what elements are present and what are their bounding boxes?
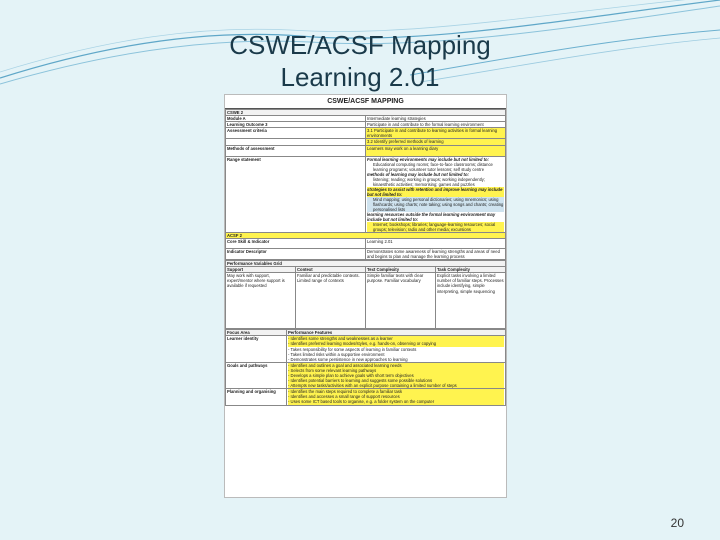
row-value: Learners may work on a learning diary (366, 145, 506, 156)
range-subhead: strategies to assist with retention and improve learning may include but not limited to: (367, 186, 503, 197)
page-number: 20 (670, 516, 684, 530)
feature-item: - Identifies potential barriers to learning and suggests some possible solutions (288, 378, 504, 383)
focus-area-features (287, 336, 506, 362)
feature-item: - Identifies preferred learning modes/styles, e.g. hands-on, observing or copying (288, 341, 504, 346)
document-heading: CSWE/ACSF MAPPING (225, 95, 506, 109)
focus-area-table (225, 329, 506, 405)
feature-item: - Uses some ICT based tools to organise, e.g. a folder system on the computer (288, 399, 504, 404)
row-label: Assessment criteria (226, 128, 366, 139)
feature-item: - Identifies and accesses a small range of support resources (288, 394, 504, 399)
slide-title-line-1: CSWE/ACSF Mapping (229, 30, 491, 60)
row-value: Learning 2.01 (366, 238, 506, 248)
focus-area-label: Learner identity (226, 336, 287, 362)
feature-item: - Identifies the main steps required to complete a familiar task (288, 389, 504, 394)
row-label: Indicator Descriptor (226, 248, 366, 259)
feature-item: - Identifies and outlines a goal and associated learning needs (288, 363, 504, 368)
slide-title-line-2: Learning 2.01 (280, 62, 440, 92)
range-subhead: learning resources outside the formal learning environment may include but not limited to: (367, 211, 496, 222)
feature-item: - Selects from some relevant learning pathways (288, 368, 504, 373)
row-label: Learning Outcome 3 (226, 122, 366, 128)
range-bullet: Internet; bookshops; libraries; language-learning resources; social groups; television; radio and other media; excursions (367, 222, 504, 232)
focus-area-heading: Focus Area (226, 330, 287, 336)
range-bullet: listening; reading; working in groups; working independently; kinaesthetic activities; memorising; games and puzzles (373, 176, 485, 187)
pvg-cell: May work with support, expert/mentor where support is available if requested (226, 273, 296, 329)
feature-item: - Takes responsibility for some aspects of learning in familiar contexts (288, 346, 417, 352)
row-label: Methods of assessment (226, 145, 366, 156)
pvg-cell: Explicit tasks involving a limited number of familiar steps. Processes include identifying, simple interpreting, simple sequencing (436, 273, 506, 329)
row-value: Demonstrates some awareness of learning strengths and areas of need and begins to plan and manage the learning process (366, 248, 506, 259)
performance-variables-grid (225, 260, 506, 329)
row-label: Core Skill & Indicator (226, 238, 366, 248)
feature-item: - Demonstrates some persistence in new approaches to learning (288, 356, 408, 362)
pvg-cell: Simple familiar texts with clear purpose. Familiar vocabulary (366, 273, 436, 329)
row-value: Intermediate learning strategies (366, 116, 506, 122)
row-value: 3.1 Participate in and contribute to learning activities in formal learning environments (366, 128, 506, 139)
acsf-section-label: ACSF 2 (226, 232, 506, 238)
range-bullet: Mind mapping; using personal dictionaries; using mnemonics; using flashcards; using charts; note taking; using songs and chants; creating personalised lists (367, 197, 504, 212)
pvg-column-header: Context (296, 267, 366, 273)
pvg-column-header: Support (226, 267, 296, 273)
row-value: Participate in and contribute to the formal learning environment (366, 122, 506, 128)
row-label: Range statement (226, 156, 366, 232)
pvg-heading: Performance Variables Grid (226, 261, 506, 267)
mapping-document-image (224, 94, 507, 498)
feature-item: - Attempts new tasks/activities with an explicit purpose containing a limited number of steps (288, 383, 504, 388)
focus-area-label: Planning and organising (226, 389, 287, 405)
range-bullet: Educational computing rooms; face-to-face classrooms; distance learning programs; volunteer tutor lessons; self study centre (373, 161, 493, 172)
pvg-column-header: Task Complexity (436, 267, 506, 273)
cswe-section-label: CSWE 2 (226, 110, 506, 116)
row-label: Module A (226, 116, 366, 122)
cswe-table (225, 109, 506, 260)
feature-item: - Identifies some strengths and weaknesses as a learner (288, 336, 504, 341)
pvg-cell: Familiar and predictable contexts. Limited range of contexts (296, 273, 366, 329)
performance-features-heading: Performance Features (287, 330, 506, 336)
range-subhead: methods of learning may include but not limited to: (367, 171, 469, 177)
feature-item: - Takes limited risks within a supportive environment (288, 351, 385, 357)
focus-area-label: Goals and pathways (226, 362, 287, 388)
focus-area-features (287, 362, 506, 388)
range-statement-cell (366, 156, 506, 232)
feature-item: - Develops a simple plan to achieve goals with short term objectives (288, 373, 504, 378)
range-intro: Formal learning environments may include but not limited to: (367, 156, 489, 162)
focus-area-features (287, 389, 506, 405)
pvg-column-header: Text Complexity (366, 267, 436, 273)
row-value: 3.2 Identify preferred methods of learning (366, 139, 506, 145)
